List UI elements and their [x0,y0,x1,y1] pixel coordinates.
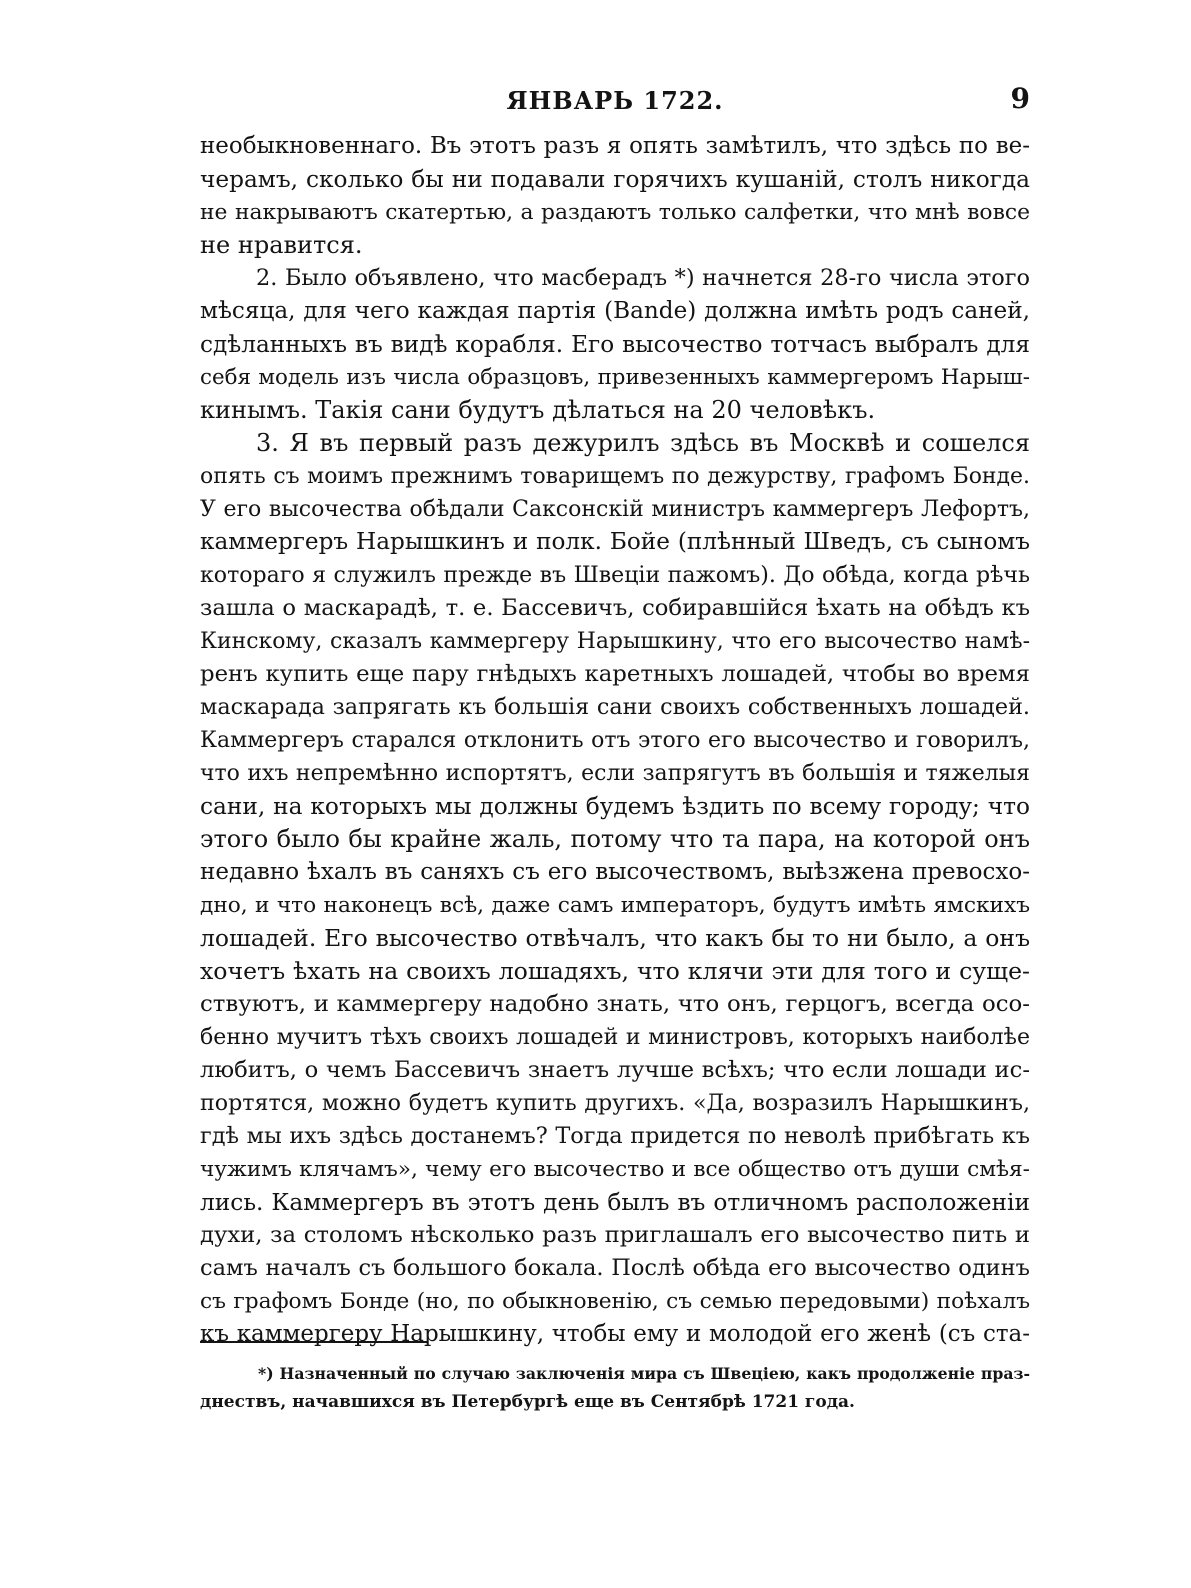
paragraph-start-line: 2. Было объявлено, что масберадъ *) начнется 28-го числа этого [256,265,1030,291]
text-line: гдѣ мы ихъ здѣсь достанемъ? Тогда придется по неволѣ прибѣгать къ [200,1123,1030,1149]
text-line: кинымъ. Такія сани будутъ дѣлаться на 20 человѣкъ. [200,396,876,424]
text-line: У его высочества обѣдали Саксонскій министръ каммергеръ Лефортъ, [200,497,1030,522]
text-line: хочетъ ѣхать на своихъ лошадяхъ, что клячи эти для того и суще- [200,957,1030,985]
text-line: съ графомъ Бонде (но, по обыкновенію, съ семью передовыми) поѣхалъ [200,1289,1030,1314]
footnote-line: *) Назначенный по случаю заключенія мира съ Швеціею, какъ продолженіе праз- [258,1364,1030,1383]
page-header [200,82,1030,122]
text-line: что ихъ непремѣнно испортятъ, если запрягутъ въ большія и тяжелыя [200,761,1030,786]
text-line: дно, и что наконецъ всѣ, даже самъ императоръ, будутъ имѣть ямскихъ [200,893,1030,918]
footnote-line: днествъ, начавшихся въ Петербургѣ еще въ Сентябрѣ 1721 года. [200,1392,855,1412]
text-line: чужимъ клячамъ», чему его высочество и все общество отъ души смѣя- [200,1157,1030,1182]
text-line: маскарада запрягать къ большія сани своихъ собственныхъ лошадей. [200,694,1030,720]
text-line: опять съ моимъ прежнимъ товарищемъ по дежурству, графомъ Бонде. [200,464,1030,489]
text-line: мѣсяца, для чего каждая партія (Bande) должна имѣть родъ саней, [200,298,1030,324]
text-line: самъ началъ съ большого бокала. Послѣ обѣда его высочество одинъ [200,1255,1030,1281]
text-line: лошадей. Его высочество отвѣчалъ, что какъ бы то ни было, а онъ [200,924,1030,952]
text-line: каммергеръ Нарышкинъ и полк. Бойе (плѣнный Шведъ, съ сыномъ [200,529,1030,555]
text-line: бенно мучитъ тѣхъ своихъ лошадей и министровъ, которыхъ наиболѣе [200,1025,1030,1050]
text-line: ренъ купить еще пару гнѣдыхъ каретныхъ лошадей, чтобы во время [200,661,1030,687]
text-line: портятся, можно будетъ купить другихъ. «Да, возразилъ Нарышкинъ, [200,1090,1030,1116]
text-line: Кинскому, сказалъ каммергеру Нарышкину, что его высочество намѣ- [200,629,1030,654]
text-line: черамъ, сколько бы ни подавали горячихъ кушаній, столъ никогда [200,166,1030,193]
running-title: ЯНВАРЬ 1722. [506,86,724,115]
text-line: любитъ, о чемъ Бассевичъ знаетъ лучше всѣхъ; что если лошади ис- [200,1057,1030,1083]
text-line: котораго я служилъ прежде въ Швеціи пажомъ). До обѣда, когда рѣчь [200,563,1030,588]
text-line: къ каммергеру Нарышкину, чтобы ему и молодой его женѣ (съ ста- [200,1321,1030,1347]
page-number: 9 [1010,82,1030,115]
text-line: зашла о маскарадѣ, т. е. Бассевичъ, собиравшійся ѣхать на обѣдъ къ [200,595,1030,621]
text-line: ствуютъ, и каммергеру надобно знать, что онъ, герцогъ, всегда осо- [200,991,1030,1017]
text-line: Каммергеръ старался отклонить отъ этого его высочество и говорилъ, [200,728,1030,753]
text-line: себя модель изъ числа образцовъ, привезенныхъ каммергеромъ Нарыш- [200,365,1030,390]
text-line: этого было бы крайне жаль, потому что та пара, на которой онъ [200,825,1030,853]
footnotes [200,1360,1030,1416]
text-line: сани, на которыхъ мы должны будемъ ѣздить по всему городу; что [200,793,1030,820]
text-line: недавно ѣхалъ въ саняхъ съ его высочествомъ, выѣзжена превосхо- [200,859,1030,885]
body-text [200,130,1030,1351]
text-line: не накрываютъ скатертью, а раздаютъ только салфетки, что мнѣ вовсе [200,200,1030,225]
text-line: лись. Каммергеръ въ этотъ день былъ въ отличномъ расположеніи [200,1189,1030,1216]
text-line: сдѣланныхъ въ видѣ корабля. Его высочество тотчасъ выбралъ для [200,331,1030,358]
footnote-divider [200,1341,428,1343]
paragraph-start-line: 3. Я въ первый разъ дежурилъ здѣсь въ Москвѣ и сошелся [256,429,1030,457]
text-line: необыкновеннаго. Въ этотъ разъ я опять замѣтилъ, что здѣсь по ве- [200,133,1030,159]
text-line: не нравится. [200,231,363,259]
text-line: духи, за столомъ нѣсколько разъ приглашалъ его высочество пить и [200,1222,1030,1248]
